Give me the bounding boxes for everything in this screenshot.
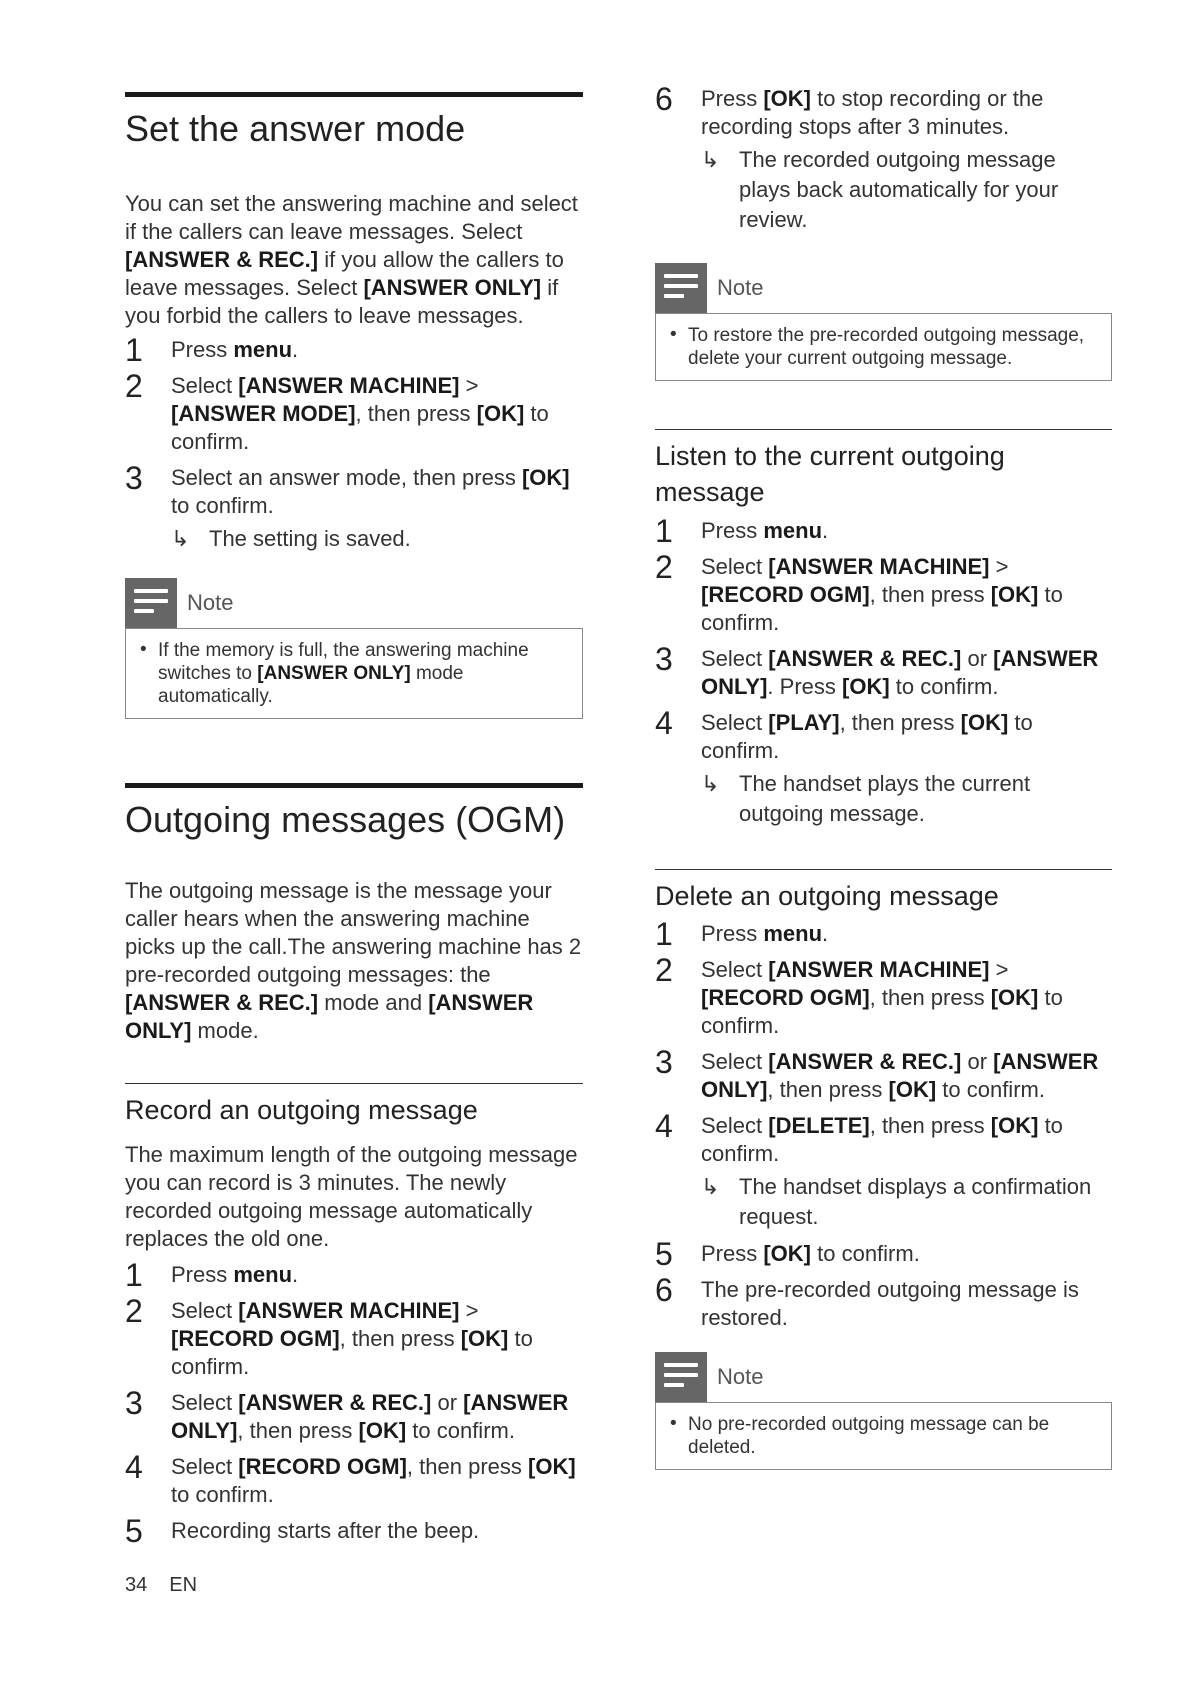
list-item: 6 The pre-recorded outgoing message is restored. <box>655 1272 1079 1331</box>
list-item: 1 Press menu. <box>655 512 829 549</box>
list-item: 2 Select [ANSWER MACHINE] > [ANSWER MODE], then press [OK] to confirm. <box>125 368 549 455</box>
list-item: 2 Select [ANSWER MACHINE] > [RECORD OGM], then press [OK] to confirm. <box>655 548 1063 635</box>
note-label: Note <box>717 275 764 300</box>
list-item: 3 Select an answer mode, then press [OK] to confirm. ↳ The setting is saved. <box>125 464 583 554</box>
list-item: 4 Select [DELETE], then press [OK] to confirm. ↳ The handset displays a confirmation request. <box>655 1112 1112 1232</box>
note-label: Note <box>187 590 234 616</box>
delete-title: Delete an outgoing message <box>655 880 999 911</box>
note-icon <box>655 1352 707 1402</box>
list-item: 4 Select [RECORD OGM], then press [OK] to confirm. <box>125 1448 576 1507</box>
result-arrow-icon: ↳ <box>701 1174 720 1200</box>
note-box: • To restore the pre-recorded outgoing message, delete your current outgoing message. <box>655 313 1112 381</box>
record-steps-continued <box>655 81 1112 235</box>
answer-mode-intro: You can set the answering machine and select if the callers can leave messages. Select [ANSWER & REC.] if you allow the callers to leave messages. Select [ANSWER ONLY] if you forbid the callers to leave messages. <box>125 191 578 329</box>
record-steps <box>125 1256 583 1549</box>
note-text: No pre-recorded outgoing message can be deleted. <box>688 1414 1050 1459</box>
note-label: Note <box>717 1364 764 1390</box>
step-result: ↳ The handset displays a confirmation request. <box>701 1174 1092 1230</box>
note-icon <box>655 263 707 313</box>
list-item: 1 Press menu. <box>655 916 829 953</box>
page-footer <box>125 1574 197 1597</box>
language-code: EN <box>169 1574 198 1596</box>
note-text: To restore the pre-recorded outgoing message, delete your current outgoing message. <box>688 325 1085 369</box>
result-arrow-icon: ↳ <box>701 147 720 172</box>
answer-mode-title: Set the answer mode <box>125 108 466 149</box>
list-item: 2 Select [ANSWER MACHINE] > [RECORD OGM], then press [OK] to confirm. <box>655 952 1063 1039</box>
result-arrow-icon: ↳ <box>701 770 720 796</box>
left-column <box>125 92 583 1549</box>
delete-steps <box>655 916 1112 1332</box>
section-rule <box>125 1083 583 1084</box>
right-column <box>655 81 1112 1470</box>
section-rule <box>125 783 583 788</box>
note-box: • No pre-recorded outgoing message can be deleted. <box>655 1402 1112 1470</box>
step-result: ↳ The setting is saved. <box>171 524 583 554</box>
note-text: If the memory is full, the answering machine switches to [ANSWER ONLY] mode automatically. <box>158 640 529 708</box>
list-item: 3 Select [ANSWER & REC.] or [ANSWER ONLY]. Press [OK] to confirm. <box>655 640 1099 699</box>
list-item: 2 Select [ANSWER MACHINE] > [RECORD OGM], then press [OK] to confirm. <box>125 1292 533 1379</box>
note <box>125 578 583 719</box>
section-rule <box>655 869 1112 870</box>
ogm-intro: The outgoing message is the message your caller hears when the answering machine picks up the call.The answering machine has 2 pre-recorded outgoing messages: the [ANSWER & REC.] mode and [ANSWER ONLY] mode. <box>125 878 582 1044</box>
ogm-title: Outgoing messages (OGM) <box>125 799 566 841</box>
answer-mode-steps <box>125 332 583 554</box>
list-item: 6 Press [OK] to stop recording or the recording stops after 3 minutes. ↳ The recorded outgoing message plays back automatically for your review. <box>655 85 1112 235</box>
page-number: 34 <box>125 1574 148 1596</box>
note-icon <box>125 578 177 628</box>
list-item: 1 Press menu. <box>125 1256 299 1293</box>
section-rule <box>655 429 1112 430</box>
list-item: 5 Press [OK] to confirm. <box>655 1236 920 1273</box>
note <box>655 1352 1112 1470</box>
listen-title: Listen to the current outgoing message <box>655 441 1005 508</box>
record-title: Record an outgoing message <box>125 1095 478 1126</box>
section-rule <box>125 92 583 97</box>
list-item: 3 Select [ANSWER & REC.] or [ANSWER ONLY], then press [OK] to confirm. <box>125 1384 569 1443</box>
step-result: ↳ The recorded outgoing message plays back automatically for your review. <box>701 147 1059 232</box>
note-box: • If the memory is full, the answering machine switches to [ANSWER ONLY] mode automatically. <box>125 628 583 719</box>
record-intro: The maximum length of the outgoing message you can record is 3 minutes. The newly recorded outgoing message automatically replaces the old one. <box>125 1141 578 1251</box>
step-result: ↳ The handset plays the current outgoing message. <box>701 770 1031 826</box>
list-item: 5 Recording starts after the beep. <box>125 1512 480 1549</box>
list-item: 1 Press menu. <box>125 332 299 369</box>
listen-steps <box>655 512 1112 829</box>
note <box>655 263 1112 381</box>
list-item: 3 Select [ANSWER & REC.] or [ANSWER ONLY], then press [OK] to confirm. <box>655 1044 1099 1103</box>
result-arrow-icon: ↳ <box>171 526 190 552</box>
list-item: 4 Select [PLAY], then press [OK] to confirm. ↳ The handset plays the current outgoing message. <box>655 709 1112 829</box>
